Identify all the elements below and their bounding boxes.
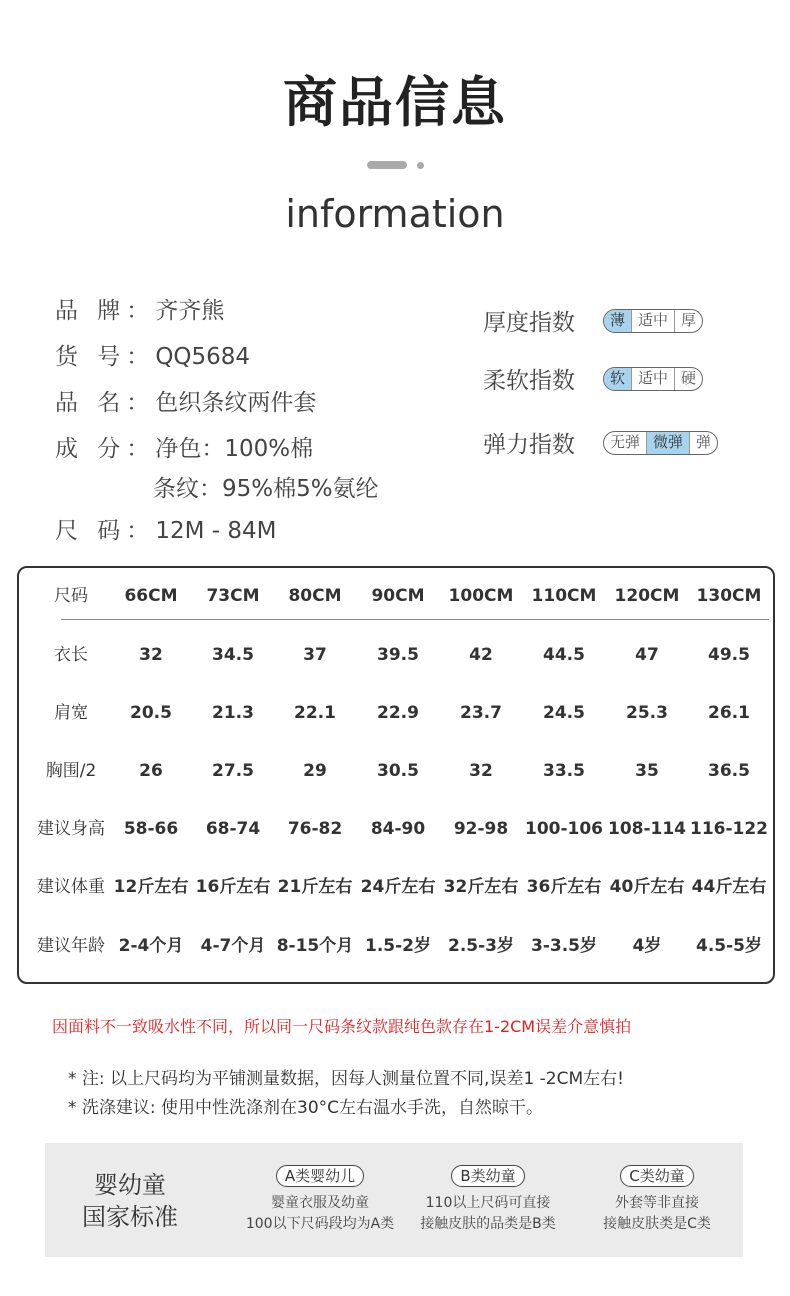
table-cell: 36斤左右: [526, 877, 602, 897]
sku-label: 货 号：: [55, 344, 156, 370]
table-cell: 26.1: [708, 703, 750, 723]
dash-decoration: [367, 161, 407, 169]
table-header-cell: 73CM: [206, 586, 260, 606]
table-cell: 33.5: [543, 761, 585, 781]
table-cell: 44斤左右: [691, 877, 767, 897]
table-header-cell: 130CM: [696, 586, 762, 606]
table-cell: 42: [469, 645, 493, 665]
material-row: [55, 430, 313, 463]
measurement-note: * 注: 以上尺码均为平铺测量数据，因每人测量位置不同,误差1 -2CM左右!: [68, 1069, 624, 1089]
class-c-tag: C类幼童: [620, 1165, 693, 1187]
table-header-cell: 尺码: [54, 586, 88, 606]
table-cell: 68-74: [205, 819, 261, 839]
table-cell: 37: [303, 645, 327, 665]
table-cell: 21斤左右: [277, 877, 353, 897]
table-cell: 20.5: [130, 703, 172, 723]
table-header-cell: 90CM: [371, 586, 425, 606]
table-cell: 1.5-2岁: [365, 936, 431, 956]
table-row: [19, 867, 773, 907]
elasticity-option: 弹: [689, 432, 717, 454]
table-cell: 40斤左右: [609, 877, 685, 897]
softness-option: 软: [604, 368, 631, 390]
table-cell: 4.5-5岁: [696, 936, 762, 956]
table-cell: 22.1: [294, 703, 336, 723]
size-label: 尺 码：: [55, 518, 156, 544]
sku-value: QQ5684: [155, 344, 251, 370]
table-cell: 58-66: [123, 819, 179, 839]
thickness-option: 适中: [631, 310, 674, 332]
national-standard-panel: [45, 1143, 743, 1257]
table-cell: 35: [635, 761, 659, 781]
class-a-line1: 婴童衣服及幼童: [271, 1195, 369, 1211]
table-header-cell: 100CM: [448, 586, 514, 606]
class-b-desc: [403, 1193, 573, 1235]
sku-row: [55, 338, 250, 371]
table-cell: 116-122: [689, 819, 769, 839]
standard-title: [75, 1169, 185, 1233]
size-value: 12M - 84M: [155, 518, 277, 544]
table-cell: 32: [139, 645, 163, 665]
page-subtitle: information: [285, 192, 505, 236]
softness-option: 硬: [674, 368, 702, 390]
thickness-scale: [603, 309, 703, 333]
class-b-line1: 110以上尺码可直接: [425, 1195, 551, 1211]
table-cell: 36.5: [708, 761, 750, 781]
header-divider: [61, 619, 769, 620]
name-label: 品 名：: [55, 390, 156, 416]
table-header-cell: 66CM: [124, 586, 178, 606]
table-cell: 44.5: [543, 645, 585, 665]
row-label-cell: 胸围/2: [45, 761, 97, 781]
row-label-cell: 建议身高: [37, 819, 105, 839]
class-b-tag: B类幼童: [451, 1165, 524, 1187]
class-c-line1: 外套等非直接: [615, 1195, 699, 1211]
table-cell: 32: [469, 761, 493, 781]
table-cell: 47: [635, 645, 659, 665]
washing-note: * 洗涤建议: 使用中性洗涤剂在30°C左右温水手洗，自然晾干。: [68, 1098, 544, 1118]
decorative-dots: [367, 160, 424, 170]
table-cell: 25.3: [626, 703, 668, 723]
standard-class-c: [572, 1165, 742, 1235]
notice-text: 因面料不一致吸水性不同，所以同一尺码条纹款跟纯色款存在1-2CM误差介意慎拍: [52, 1017, 632, 1036]
page-title: 商品信息: [283, 71, 507, 134]
row-label-cell: 衣长: [54, 645, 88, 665]
thickness-label: 厚度指数: [483, 310, 575, 336]
softness-index: [483, 362, 703, 395]
table-cell: 8-15个月: [276, 936, 354, 956]
thickness-option: 厚: [674, 310, 702, 332]
table-cell: 84-90: [370, 819, 426, 839]
class-a-desc: [235, 1193, 405, 1235]
table-row: [19, 635, 773, 675]
table-cell: 12斤左右: [113, 877, 189, 897]
material-label: 成 分：: [55, 436, 156, 462]
material-value-2: 条纹：95%棉5%氨纶: [153, 476, 379, 502]
table-cell: 100-106: [524, 819, 604, 839]
table-cell: 29: [303, 761, 327, 781]
table-cell: 4岁: [632, 936, 662, 956]
dot-decoration: [417, 162, 424, 169]
row-label-cell: 建议体重: [37, 877, 105, 897]
standard-class-a: [235, 1165, 405, 1235]
size-table: [17, 566, 775, 984]
thickness-index: [483, 304, 703, 337]
table-cell: 23.7: [460, 703, 502, 723]
material-value-1: 净色：100%棉: [155, 436, 314, 462]
name-row: [55, 384, 316, 417]
table-header-cell: 120CM: [614, 586, 680, 606]
table-cell: 76-82: [287, 819, 343, 839]
table-cell: 26: [139, 761, 163, 781]
softness-label: 柔软指数: [483, 368, 575, 394]
elasticity-index: [483, 426, 718, 459]
table-cell: 49.5: [708, 645, 750, 665]
table-cell: 16斤左右: [195, 877, 271, 897]
table-cell: 2.5-3岁: [448, 936, 514, 956]
table-cell: 2-4个月: [118, 936, 184, 956]
table-row: [19, 751, 773, 791]
name-value: 色织条纹两件套: [155, 390, 317, 416]
table-cell: 34.5: [212, 645, 254, 665]
table-cell: 24斤左右: [360, 877, 436, 897]
row-label-cell: 肩宽: [54, 703, 88, 723]
size-row: [55, 512, 276, 545]
table-row: [19, 693, 773, 733]
standard-class-b: [403, 1165, 573, 1235]
softness-scale: [603, 367, 703, 391]
table-header-cell: 110CM: [531, 586, 597, 606]
table-cell: 32斤左右: [443, 877, 519, 897]
class-c-line2: 接触皮肤类是C类: [603, 1216, 711, 1232]
table-row: [19, 809, 773, 849]
thickness-option: 薄: [604, 310, 631, 332]
elasticity-label: 弹力指数: [483, 432, 575, 458]
table-cell: 92-98: [453, 819, 509, 839]
table-row: [19, 926, 773, 966]
standard-title-line2: 国家标准: [82, 1203, 178, 1231]
table-cell: 21.3: [212, 703, 254, 723]
softness-option: 适中: [631, 368, 674, 390]
elasticity-scale: [603, 431, 718, 455]
table-header-cell: 80CM: [288, 586, 342, 606]
table-cell: 30.5: [377, 761, 419, 781]
table-cell: 27.5: [212, 761, 254, 781]
table-cell: 4-7个月: [200, 936, 266, 956]
brand-row: [55, 292, 224, 325]
class-a-line2: 100以下尺码段均为A类: [245, 1216, 395, 1232]
table-header-row: [19, 576, 773, 616]
table-cell: 39.5: [377, 645, 419, 665]
table-cell: 108-114: [607, 819, 687, 839]
brand-label: 品 牌：: [55, 298, 156, 324]
elasticity-option: 微弹: [646, 432, 689, 454]
elasticity-option: 无弹: [610, 432, 641, 451]
standard-title-line1: 婴幼童: [94, 1171, 166, 1199]
table-cell: 3-3.5岁: [531, 936, 597, 956]
table-cell: 22.9: [377, 703, 419, 723]
row-label-cell: 建议年龄: [37, 936, 105, 956]
class-b-line2: 接触皮肤的品类是B类: [420, 1216, 556, 1232]
brand-value: 齐齐熊: [155, 298, 225, 324]
class-a-tag: A类婴幼儿: [276, 1165, 364, 1187]
class-c-desc: [572, 1193, 742, 1235]
table-cell: 24.5: [543, 703, 585, 723]
material-row-2: [153, 470, 379, 503]
